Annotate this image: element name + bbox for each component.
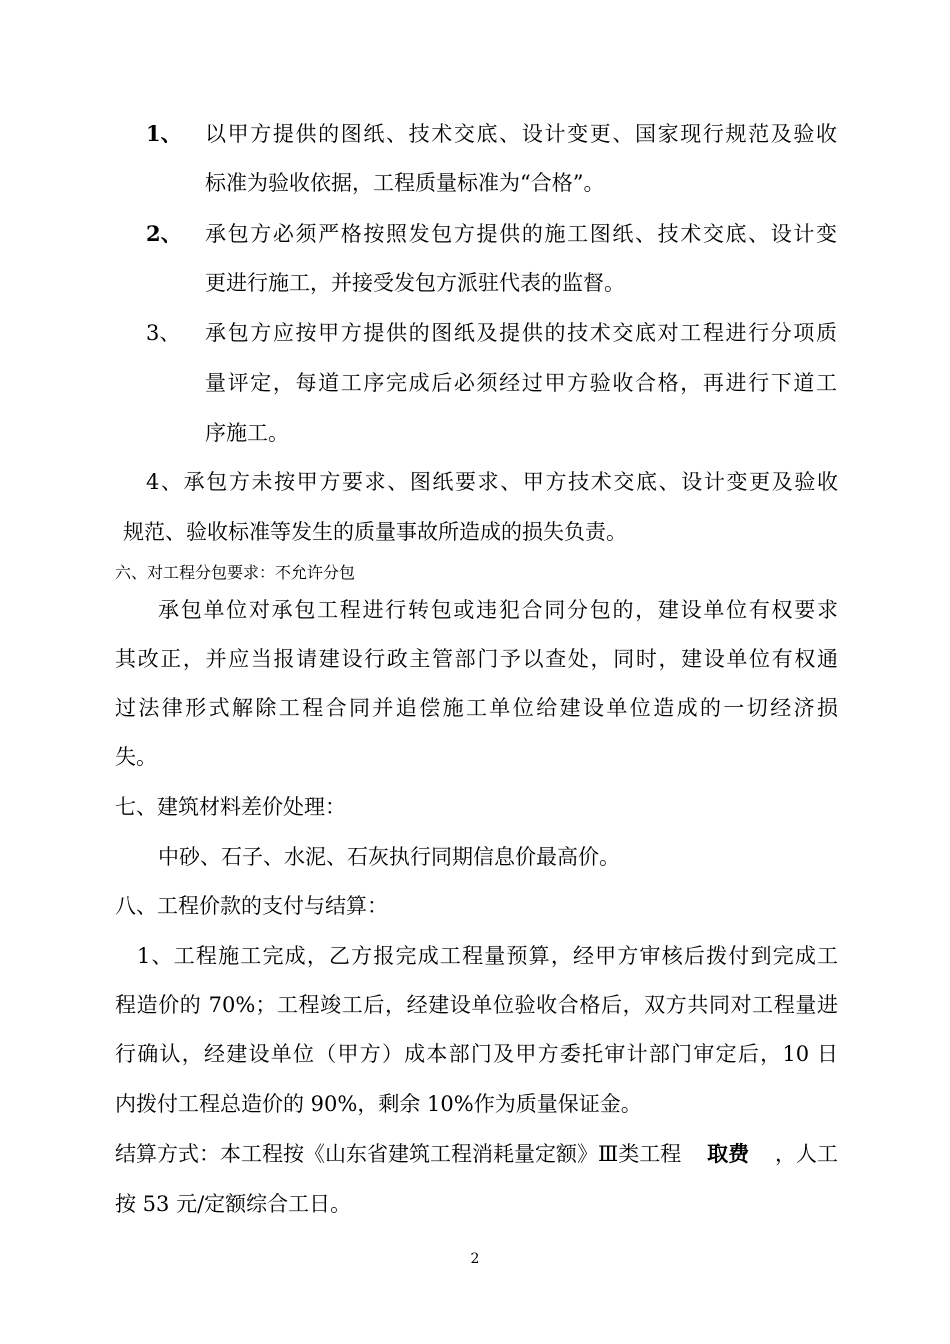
section-6-line-4: 失。 <box>115 745 157 769</box>
item-2-number: 2、 <box>146 221 182 246</box>
item-2-line-2: 更进行施工，并接受发包方派驻代表的监督。 <box>205 271 625 295</box>
settlement-text-a: 结算方式：本工程按《山东省建筑工程消耗量定额》Ⅲ类工程 <box>115 1142 682 1166</box>
settlement-text-c: ，人工 <box>775 1142 838 1166</box>
section-6-line-3: 过法律形式解除工程合同并追偿施工单位给建设单位造成的一切经济损 <box>115 696 838 720</box>
section-8-line-1: 1、工程施工完成，乙方报完成工程量预算，经甲方审核后拨付到完成工 <box>137 944 838 968</box>
section-8-line-3: 行确认，经建设单位（甲方）成本部门及甲方委托审计部门审定后，10 日 <box>115 1042 838 1066</box>
section-7-line-1: 中砂、石子、水泥、石灰执行同期信息价最高价。 <box>158 845 620 869</box>
item-4-line-2: 规范、验收标准等发生的质量事故所造成的损失负责。 <box>123 520 627 544</box>
item-2-line-1: 承包方必须严格按照发包方提供的施工图纸、技术交底、设计变 <box>205 222 837 246</box>
item-1-number: 1、 <box>146 121 182 146</box>
settlement-text-bold: 取费 <box>707 1142 750 1166</box>
item-1-line-1: 以甲方提供的图纸、技术交底、设计变更、国家现行规范及验收 <box>205 122 837 146</box>
item-4-line-1: 4、承包方未按甲方要求、图纸要求、甲方技术交底、设计变更及验收 <box>146 470 838 494</box>
section-8-line-2: 程造价的 70%；工程竣工后，经建设单位验收合格后，双方共同对工程量进 <box>115 993 838 1017</box>
section-6-line-2: 其改正，并应当报请建设行政主管部门予以查处，同时，建设单位有权通 <box>115 647 838 671</box>
section-8-line-4: 内拨付工程总造价的 90%，剩余 10%作为质量保证金。 <box>115 1092 642 1116</box>
item-3-line-2: 量评定，每道工序完成后必须经过甲方验收合格，再进行下道工 <box>205 371 837 395</box>
settlement-line-2: 按 53 元/定额综合工日。 <box>115 1192 352 1216</box>
section-6-heading: 六、对工程分包要求：不允许分包 <box>115 563 356 582</box>
item-3-line-3: 序施工。 <box>205 421 289 445</box>
item-3-number: 3、 <box>146 321 181 345</box>
page-number: 2 <box>470 1251 480 1267</box>
settlement-line-1 <box>115 1139 838 1169</box>
section-8-heading: 八、工程价款的支付与结算： <box>115 894 388 918</box>
section-6-line-1: 承包单位对承包工程进行转包或违犯合同分包的，建设单位有权要求 <box>158 598 838 622</box>
item-3-line-1: 承包方应按甲方提供的图纸及提供的技术交底对工程进行分项质 <box>205 321 837 345</box>
item-1-line-2: 标准为验收依据，工程质量标准为“合格”。 <box>205 171 605 195</box>
section-7-heading: 七、建筑材料差价处理： <box>115 795 346 819</box>
